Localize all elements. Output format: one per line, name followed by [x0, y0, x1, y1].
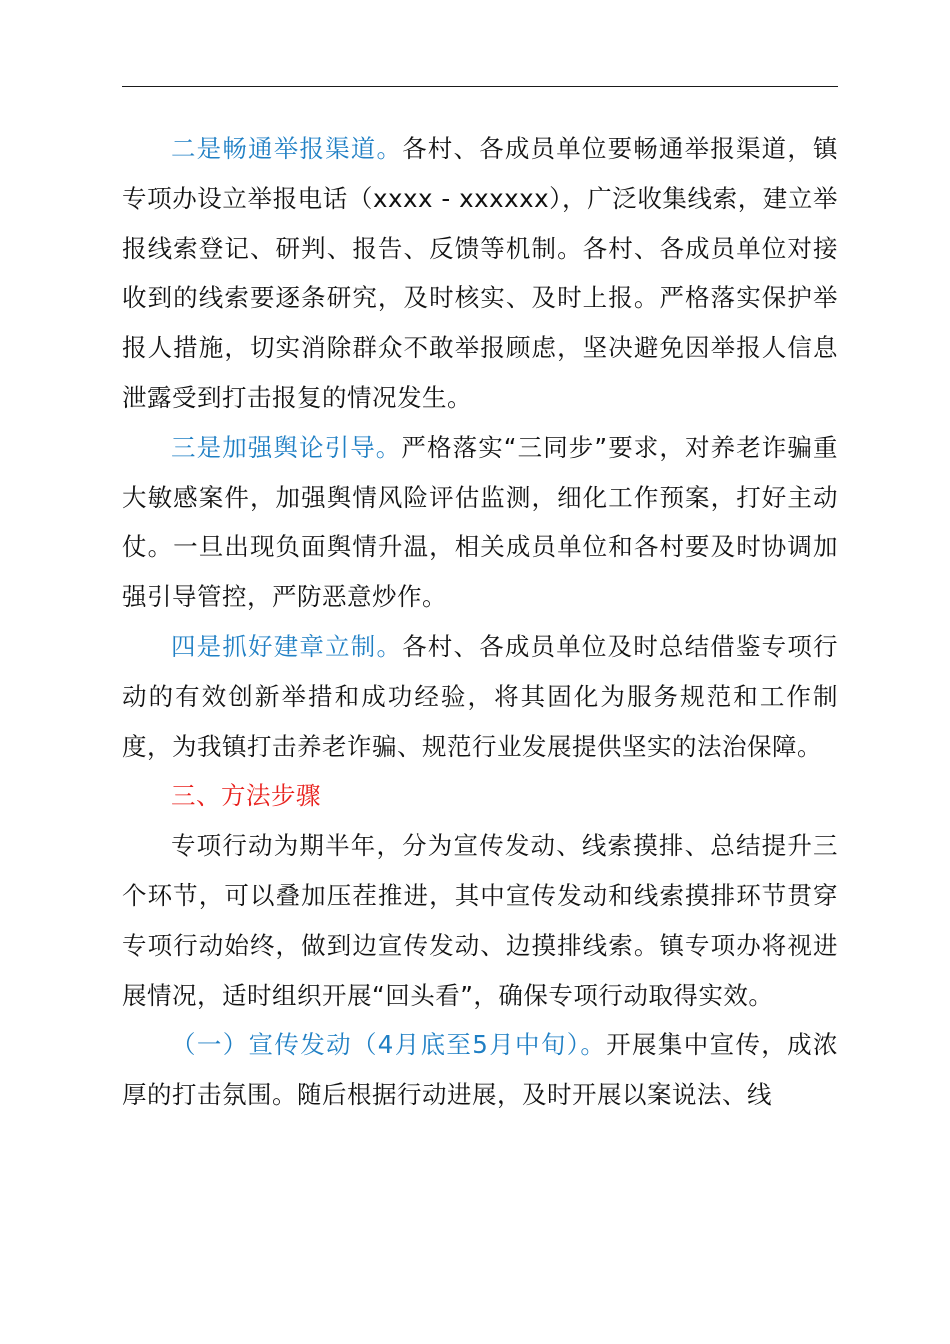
header-rule [122, 86, 838, 87]
subsection-body: 开展集中宣传，成浓厚的打击氛围。随后根据行动进展，及时开展以案说法、线 [122, 1030, 838, 1110]
paragraph-lead: 三是加强舆论引导。 [171, 432, 402, 462]
paragraph-body: 各村、各成员单位及时总结借鉴专项行动的有效创新举措和成功经验，将其固化为服务规范和工作制度，为我镇打击养老诈骗、规范行业发展提供坚实的法治保障。 [122, 631, 839, 761]
subsection-lead: （一）宣传发动（4月底至5月中旬）。 [171, 1030, 607, 1060]
paragraph-body: 各村、各成员单位要畅通举报渠道，镇专项办设立举报电话（xxxx - xxxxxx），广泛收集线索，建立举报线索登记、研判、报告、反馈等机制。各村、各成员单位对接收到的线索要逐条研究，及时核实、及时上报。严格落实保护举报人措施，切实消除群众不敢举报顾虑，坚决避免因举报人信息泄露受到打击报复的情况发生。 [122, 134, 839, 412]
paragraph-body: 严格落实“三同步”要求，对养老诈骗重大敏感案件，加强舆情风险评估监测，细化工作预案，打好主动仗。一旦出现负面舆情升温，相关成员单位和各村要及时协调加强引导管控，严防恶意炒作。 [122, 432, 838, 612]
paragraph-lead: 二是畅通举报渠道。 [171, 134, 403, 163]
document-body [122, 124, 838, 1120]
subsection-publicity [122, 1020, 838, 1120]
section-heading: 三、方法步骤 [171, 781, 321, 811]
paragraph-institution-building [122, 622, 838, 771]
paragraph-lead: 四是抓好建章立制。 [171, 631, 403, 661]
paragraph-public-opinion [122, 423, 838, 622]
paragraph-reporting-channels [122, 124, 838, 423]
section-intro: 专项行动为期半年，分为宣传发动、线索摸排、总结提升三个环节，可以叠加压茬推进，其中宣传发动和线索摸排环节贯穿专项行动始终，做到边宣传发动、边摸排线索。镇专项办将视进展情况，适时组织开展“回头看”，确保专项行动取得实效。 [122, 831, 838, 1010]
